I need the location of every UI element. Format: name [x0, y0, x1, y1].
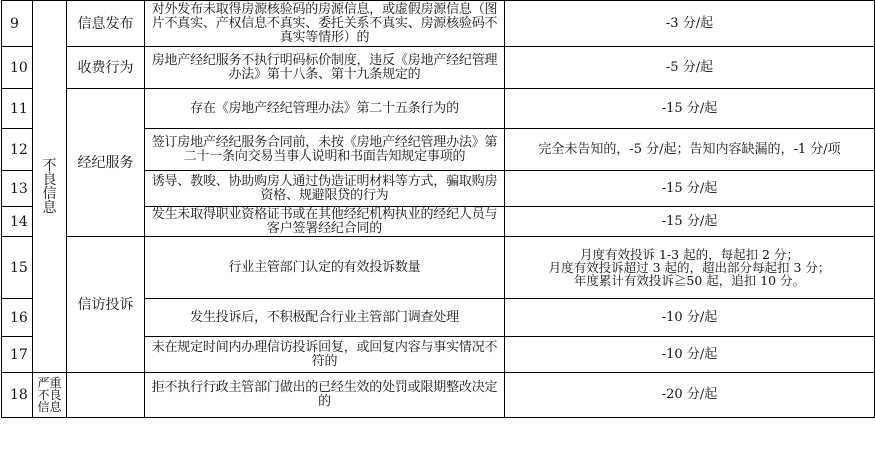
- item-description: 发生投诉后，不积极配合行业主管部门调查处理: [145, 299, 505, 337]
- deduction-score: -5 分/起: [505, 47, 875, 89]
- deduction-score: -15 分/起: [505, 207, 875, 237]
- row-number: 14: [2, 207, 33, 237]
- deduction-score: -20 分/起: [505, 373, 875, 418]
- row-number: 11: [2, 89, 33, 129]
- row-number: 9: [2, 1, 33, 47]
- row-number: 10: [2, 47, 33, 89]
- item-description: 房地产经纪服务不执行明码标价制度，违反《房地产经纪管理办法》第十八条、第十九条规定的: [145, 47, 505, 89]
- item-description: 存在《房地产经纪管理办法》第二十五条行为的: [145, 89, 505, 129]
- score-line: 月度有效投诉超过 3 起的，超出部分每起扣 3 分；: [548, 260, 831, 275]
- row-number: 18: [2, 373, 33, 418]
- subcategory-fee-behavior: 收费行为: [67, 47, 145, 89]
- item-description: 对外发布未取得房源核验码的房源信息，或虚假房源信息（图片不真实、产权信息不真实、委托关系不真实、房源核验码不真实等情形）的: [145, 1, 505, 47]
- item-description: 发生未取得职业资格证书或在其他经纪机构执业的经纪人员与客户签署经纪合同的: [145, 207, 505, 237]
- row-number: 17: [2, 337, 33, 373]
- row-number: 12: [2, 129, 33, 171]
- deduction-score: 完全未告知的，-5 分/起；告知内容缺漏的，-1 分/项: [505, 129, 875, 171]
- deduction-score: -15 分/起: [505, 89, 875, 129]
- row-number: 16: [2, 299, 33, 337]
- category-serious-bad-info: 严重不良信息: [33, 373, 67, 418]
- table-row: [2, 47, 875, 89]
- subcategory-petition-complaint: 信访投诉: [67, 237, 145, 373]
- item-description: 签订房地产经纪服务合同前，未按《房地产经纪管理办法》第二十一条向交易当事人说明和书面告知规定事项的: [145, 129, 505, 171]
- category-bad-info: 不良信息: [33, 1, 67, 373]
- table-row: [2, 1, 875, 47]
- score-line: 年度累计有效投诉≧50 起，追扣 10 分。: [573, 273, 806, 288]
- deduction-score: -15 分/起: [505, 171, 875, 207]
- item-description: 未在规定时间内办理信访投诉回复，或回复内容与事实情况不符的: [145, 337, 505, 373]
- deduction-score: -10 分/起: [505, 299, 875, 337]
- table-row: [2, 89, 875, 129]
- scoring-table: [1, 0, 875, 418]
- row-number: 13: [2, 171, 33, 207]
- item-description: 行业主管部门认定的有效投诉数量: [145, 237, 505, 299]
- deduction-score: -10 分/起: [505, 337, 875, 373]
- row-number: 15: [2, 237, 33, 299]
- score-line: 月度有效投诉 1-3 起的，每起扣 2 分；: [580, 247, 799, 262]
- item-description: 拒不执行行政主管部门做出的已经生效的处罚或限期整改决定的: [145, 373, 505, 418]
- item-description: 诱导、教唆、协助购房人通过伪造证明材料等方式，骗取购房资格、规避限贷的行为: [145, 171, 505, 207]
- table-row: [2, 373, 875, 418]
- subcategory-info-release: 信息发布: [67, 1, 145, 47]
- table-row: [2, 237, 875, 299]
- deduction-score: -3 分/起: [505, 1, 875, 47]
- subcategory-brokerage-service: 经纪服务: [67, 89, 145, 237]
- subcategory-empty: [67, 373, 145, 418]
- deduction-score: [505, 237, 875, 299]
